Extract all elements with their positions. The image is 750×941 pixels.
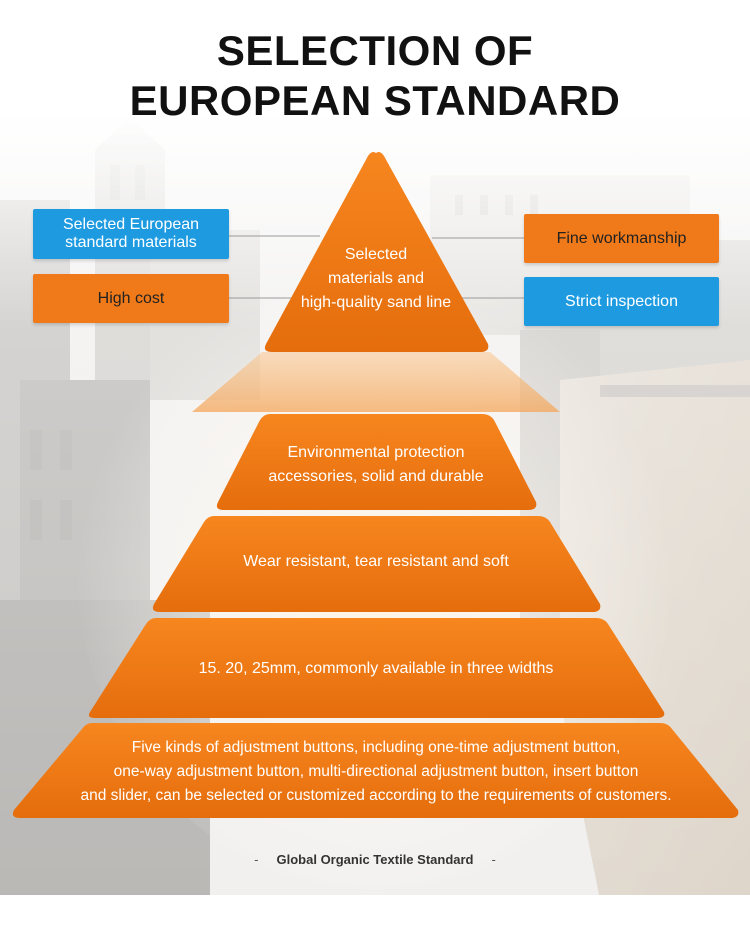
feature-box-high-cost — [33, 274, 229, 323]
tier-4-line-2: one-way adjustment button, multi-directional adjustment button, insert button — [113, 763, 639, 780]
apex-line-3: high-quality sand line — [300, 294, 452, 311]
footer-text: Global Organic Textile Standard — [276, 852, 474, 867]
feature-box-label: Selected European — [62, 216, 200, 233]
feature-box-selected-materials — [33, 209, 229, 259]
feature-box-label: standard materials — [65, 234, 197, 251]
tier-4-line-3: and slider, can be selected or customized according to the requirements of customers. — [80, 787, 672, 804]
tier-3-line-1: 15. 20, 25mm, commonly available in three widths — [198, 660, 554, 677]
feature-box-strict-inspection — [524, 277, 719, 326]
tier-1-line-2: accessories, solid and durable — [268, 468, 484, 485]
apex-line-2: materials and — [327, 270, 425, 287]
feature-box-label: High cost — [97, 289, 165, 307]
footer-left-mark: - — [254, 852, 259, 867]
tier-4-text — [16, 736, 736, 808]
title-line-1: SELECTION OF — [216, 27, 534, 74]
apex-text — [276, 243, 476, 315]
tier-2-line-1: Wear resistant, tear resistant and soft — [243, 553, 509, 570]
tier-1-text — [225, 441, 527, 489]
feature-box-fine-workmanship — [524, 214, 719, 263]
pyramid-band — [192, 352, 560, 412]
title-line-2: EUROPEAN STANDARD — [129, 77, 621, 124]
footer-caption — [0, 852, 750, 867]
footer-right-mark: - — [491, 852, 496, 867]
feature-box-label: Strict inspection — [565, 292, 678, 310]
tier-1-line-1: Environmental protection — [287, 444, 465, 461]
tier-2-text — [160, 550, 592, 574]
feature-box-label: Fine workmanship — [556, 229, 687, 247]
tier-4-line-1: Five kinds of adjustment buttons, including one-time adjustment button, — [131, 739, 621, 756]
tier-3-text — [100, 657, 652, 681]
apex-line-1: Selected — [344, 246, 408, 263]
